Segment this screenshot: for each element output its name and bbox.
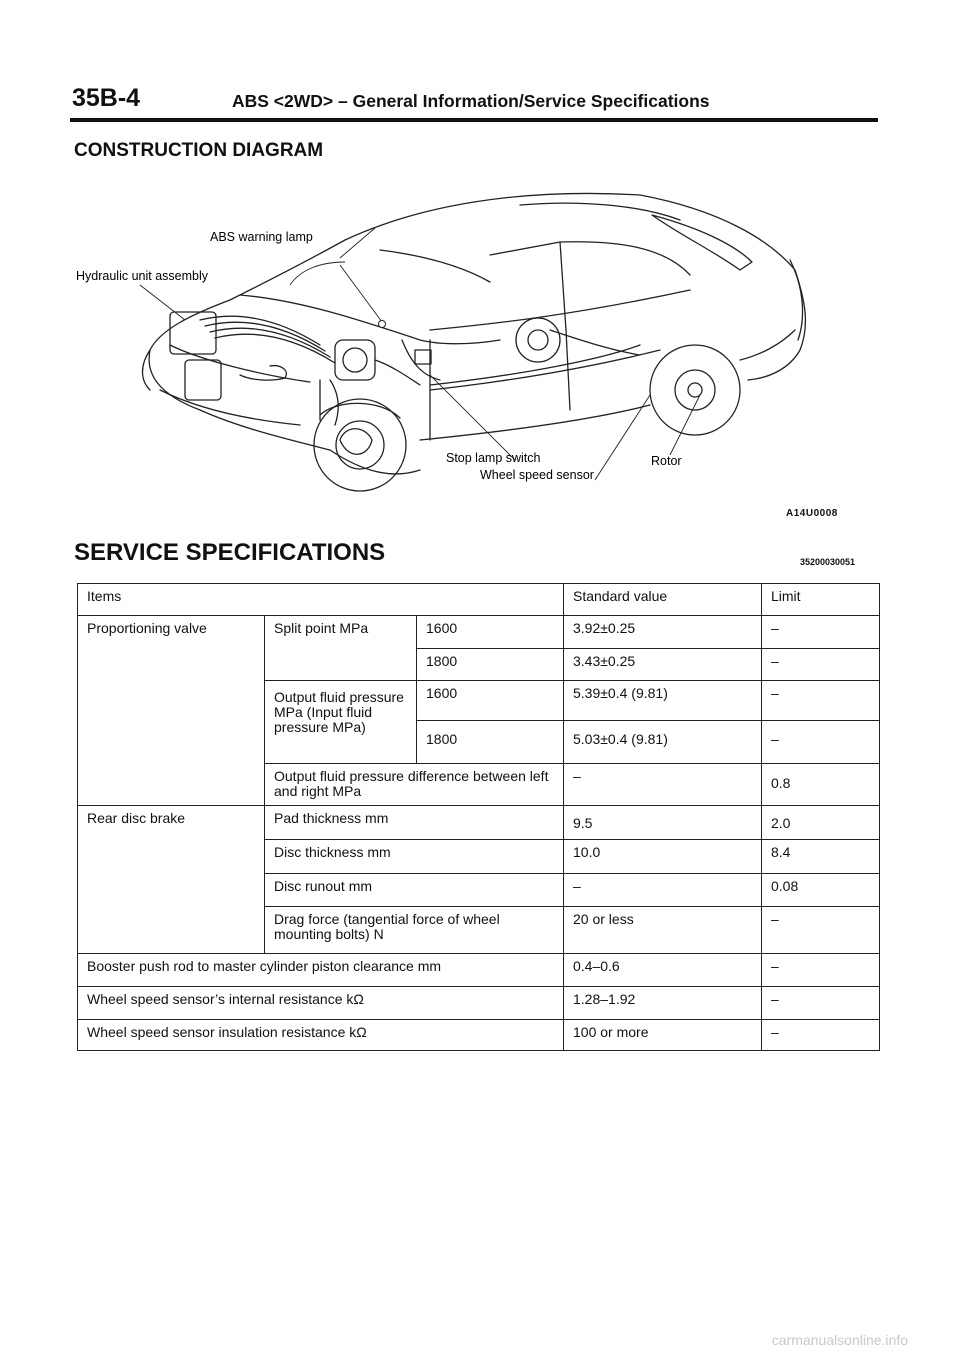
proportioning-valve-label: Proportioning valve xyxy=(78,616,265,806)
standard-cell: 10.0 xyxy=(564,840,762,874)
table-row xyxy=(78,806,880,840)
construction-diagram-title: CONSTRUCTION DIAGRAM xyxy=(74,140,324,161)
model-cell: 1600 xyxy=(417,681,564,721)
limit-cell: 8.4 xyxy=(762,840,880,874)
standard-cell: 5.03±0.4 (9.81) xyxy=(564,721,762,764)
stop-lamp-switch-label: Stop lamp switch xyxy=(446,451,541,465)
rotor-label: Rotor xyxy=(651,454,682,468)
limit-cell: 0.08 xyxy=(762,874,880,907)
page-section-code: 35B-4 xyxy=(72,84,141,112)
figure-code: A14U0008 xyxy=(786,508,838,519)
limit-cell: – xyxy=(762,954,880,987)
item-cell: Wheel speed sensor’s internal resistance kΩ xyxy=(78,987,564,1020)
service-specifications-title: SERVICE SPECIFICATIONS xyxy=(74,539,386,566)
standard-cell: 3.43±0.25 xyxy=(564,649,762,681)
limit-cell: – xyxy=(762,907,880,954)
standard-cell: 1.28–1.92 xyxy=(564,987,762,1020)
output-pressure-label: Output fluid pressure MPa (Input fluid pressure MPa) xyxy=(265,681,417,764)
item-cell: Output fluid pressure difference between left and right MPa xyxy=(265,764,564,806)
watermark-text: carmanualsonline.info xyxy=(771,1332,908,1348)
item-cell: Booster push rod to master cylinder piston clearance mm xyxy=(78,954,564,987)
limit-cell: 2.0 xyxy=(762,806,880,840)
construction-diagram xyxy=(60,170,830,505)
item-cell: Disc thickness mm xyxy=(265,840,564,874)
table-row xyxy=(78,987,880,1020)
model-cell: 1600 xyxy=(417,616,564,649)
service-section-code: 35200030051 xyxy=(800,557,856,567)
header-limit: Limit xyxy=(762,584,880,616)
table-row xyxy=(78,954,880,987)
standard-cell: – xyxy=(564,874,762,907)
model-cell: 1800 xyxy=(417,721,564,764)
model-cell: 1800 xyxy=(417,649,564,681)
hydraulic-unit-label: Hydraulic unit assembly xyxy=(76,269,208,283)
limit-cell: – xyxy=(762,721,880,764)
specifications-table xyxy=(77,583,880,1051)
header-standard-value: Standard value xyxy=(564,584,762,616)
standard-cell: 3.92±0.25 xyxy=(564,616,762,649)
standard-cell: 20 or less xyxy=(564,907,762,954)
standard-cell: 5.39±0.4 (9.81) xyxy=(564,681,762,721)
standard-cell: 0.4–0.6 xyxy=(564,954,762,987)
split-point-label: Split point MPa xyxy=(265,616,417,681)
limit-cell: – xyxy=(762,616,880,649)
limit-cell: – xyxy=(762,1020,880,1051)
item-cell: Drag force (tangential force of wheel mounting bolts) N xyxy=(265,907,564,954)
abs-warning-lamp-label: ABS warning lamp xyxy=(210,230,313,244)
limit-cell: – xyxy=(762,987,880,1020)
item-cell: Disc runout mm xyxy=(265,874,564,907)
table-row xyxy=(78,1020,880,1051)
item-cell: Pad thickness mm xyxy=(265,806,564,840)
item-cell: Wheel speed sensor insulation resistance kΩ xyxy=(78,1020,564,1051)
page-header-title: ABS <2WD> – General Information/Service Specifications xyxy=(232,91,710,111)
limit-cell: 0.8 xyxy=(762,764,880,806)
header-items: Items xyxy=(78,584,564,616)
table-header-row xyxy=(78,584,880,616)
limit-cell: – xyxy=(762,649,880,681)
standard-cell: – xyxy=(564,764,762,806)
standard-cell: 100 or more xyxy=(564,1020,762,1051)
standard-cell: 9.5 xyxy=(564,806,762,840)
wheel-speed-sensor-label: Wheel speed sensor xyxy=(480,468,594,482)
table-row xyxy=(78,616,880,649)
rear-disc-brake-label: Rear disc brake xyxy=(78,806,265,954)
header-rule xyxy=(70,118,878,122)
limit-cell: – xyxy=(762,681,880,721)
